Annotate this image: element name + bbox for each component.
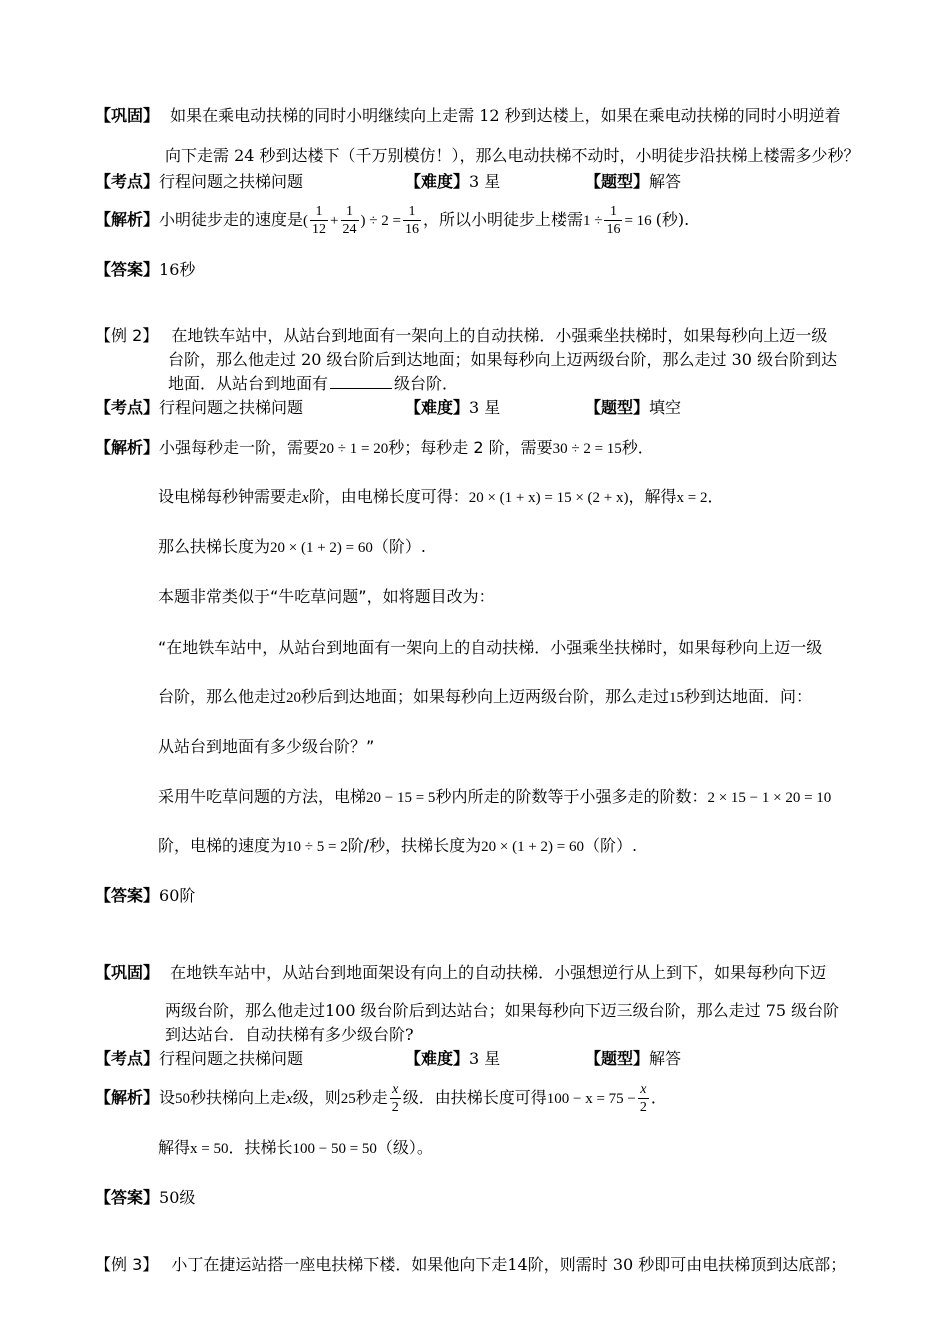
- analysis-text: 秒内所走的阶数等于小强多走的阶数：: [435, 787, 708, 806]
- math-expr: 2 × 15 − 1 × 20 = 10: [707, 790, 832, 806]
- fraction-numerator: x: [638, 1081, 649, 1099]
- math-expr: 100 − 50 = 50: [292, 1141, 377, 1157]
- math-expr: 20 − 15 = 5: [366, 790, 436, 806]
- tag-daan: 【答案】: [95, 886, 160, 905]
- problem-text-line2: 两级台阶，那么他走过100 级台阶后到达站台；如果每秒向下迈三级台阶，那么走过 75 级台阶: [165, 1001, 840, 1020]
- problem-text: 地面．从站台到地面有: [168, 374, 329, 393]
- fill-blank: [330, 374, 392, 389]
- analysis-text: （阶）.: [584, 836, 638, 855]
- answer-value: 50级: [159, 1188, 196, 1207]
- tixing-value: 解答: [649, 172, 682, 191]
- math-op: +: [330, 213, 339, 229]
- analysis-gonggu-2: [95, 1081, 667, 1116]
- fraction: [604, 203, 622, 238]
- math-expr: 20 × (1 + 2) = 60: [270, 540, 373, 556]
- analysis-text: 秒；每秒走 2 阶，需要: [388, 438, 553, 457]
- fraction-numerator: 1: [604, 203, 622, 221]
- tag-tixing: 【题型】: [585, 1049, 650, 1068]
- tag-jiexi: 【解析】: [95, 438, 160, 457]
- problem-text-line3: 到达站台．自动扶梯有多少级台阶?: [165, 1025, 414, 1044]
- math-expr: 20 × (1 + 2) = 60: [481, 839, 584, 855]
- tag-gonggu: 【巩固】: [95, 963, 160, 982]
- problem-text-line3: [168, 373, 458, 395]
- analysis-text: 小强每秒走一阶，需要: [159, 438, 320, 457]
- analysis-paragraph: 从站台到地面有多少级台阶？”: [158, 737, 375, 756]
- fraction-denominator: 2: [391, 1100, 399, 1115]
- tag-jiexi: 【解析】: [95, 1088, 160, 1107]
- problem-text: 在地铁车站中，从站台到地面架设有向上的自动扶梯．小强想逆行从上到下，如果每秒向下迈: [170, 963, 827, 982]
- problem-text: 如果在乘电动扶梯的同时小明继续向上走需 12 秒到达楼上，如果在乘电动扶梯的同时小明逆着: [170, 106, 841, 125]
- math-expr: 50: [175, 1091, 191, 1107]
- tixing-value: 填空: [649, 398, 682, 417]
- analysis-text: 小明徒步走的速度是: [159, 210, 304, 229]
- math-expr: 30 ÷ 2 = 15: [552, 441, 622, 457]
- fraction-numerator: 1: [403, 203, 421, 221]
- math-expr: 20: [286, 690, 302, 706]
- tag-nandu: 【难度】: [405, 398, 470, 417]
- math-var: x: [286, 1091, 293, 1107]
- analysis-text: ，所以小明徒步上楼需: [422, 210, 583, 229]
- analysis-paragraph: 本题非常类似于“牛吃草问题”，如将题目改为：: [158, 587, 495, 606]
- analysis-paragraph: “在地铁车站中，从站台到地面有一架向上的自动扶梯．小强乘坐扶梯时，如果每秒向上迈一级: [158, 638, 823, 657]
- fraction-denominator: 12: [312, 222, 327, 237]
- analysis-text: （级）。: [376, 1138, 433, 1157]
- math-expr: 15: [669, 690, 685, 706]
- tag-kaodian: 【考点】: [95, 1049, 160, 1068]
- math-expr: = 16: [624, 213, 652, 229]
- nandu-value: 3 星: [469, 172, 501, 191]
- analysis-text: 级．由扶梯长度可得: [402, 1088, 547, 1107]
- fraction-denominator: 16: [404, 222, 419, 237]
- problem-text-line2: 向下走需 24 秒到达楼下（千万别模仿！），那么电动扶梯不动时，小明徒步沿扶梯上楼需多少秒？: [165, 146, 860, 165]
- tag-daan: 【答案】: [95, 1188, 160, 1207]
- math-expr: ) ÷ 2 =: [360, 213, 401, 229]
- meta-row: [95, 171, 303, 193]
- analysis-text: 级，则: [292, 1088, 341, 1107]
- tag-nandu: 【难度】: [405, 1049, 470, 1068]
- analysis-paragraph: [158, 835, 637, 858]
- meta-nandu: [405, 397, 500, 419]
- fraction-numerator: x: [390, 1081, 401, 1099]
- fraction-denominator: 2: [639, 1100, 647, 1115]
- math-expr: 100 − x = 75 −: [546, 1091, 636, 1107]
- kaodian-value: 行程问题之扶梯问题: [159, 398, 304, 417]
- analysis-text: 设电梯每秒钟需要走: [158, 487, 303, 506]
- analysis-text: 阶，由电梯长度可得：: [308, 487, 469, 506]
- problem-text-line2: 台阶，那么他走过 20 级台阶后到达地面；如果每秒向上迈两级台阶，那么走过 30 级台阶到达: [168, 350, 838, 369]
- analysis-gonggu-1: [95, 203, 689, 238]
- meta-nandu: [405, 1048, 500, 1070]
- fraction-numerator: 1: [341, 203, 359, 221]
- tag-jiexi: 【解析】: [95, 210, 160, 229]
- analysis-paragraph: [158, 1137, 433, 1160]
- tag-li: 【例 3】: [95, 1255, 159, 1274]
- problem-gonggu-2: [95, 962, 826, 984]
- problem-text: 在地铁车站中，从站台到地面有一架向上的自动扶梯．小强乘坐扶梯时，如果每秒向上迈一级: [171, 326, 828, 345]
- math-expr: x = 50: [190, 1141, 229, 1157]
- fraction-numerator: 1: [310, 203, 328, 221]
- analysis-text: ，解得: [628, 487, 677, 506]
- nandu-value: 3 星: [469, 1049, 501, 1068]
- answer-value: 60阶: [159, 886, 196, 905]
- fraction: [310, 203, 328, 238]
- meta-tixing: [585, 397, 681, 419]
- answer-li-2: [95, 885, 195, 907]
- math-expr: 10 ÷ 5 = 2: [286, 839, 348, 855]
- math-expr: 25: [340, 1091, 356, 1107]
- fraction-denominator: 24: [342, 222, 357, 237]
- problem-text: 级台阶．: [394, 374, 459, 393]
- analysis-text: 那么扶梯长度为: [158, 537, 271, 556]
- meta-tixing: [585, 171, 681, 193]
- analysis-text: 秒扶梯向上走: [190, 1088, 287, 1107]
- analysis-paragraph: [158, 486, 723, 509]
- analysis-text: 秒走: [355, 1088, 388, 1107]
- problem-li-2: [95, 325, 827, 347]
- analysis-text: 阶/秒，扶梯长度为: [347, 836, 482, 855]
- meta-nandu: [405, 171, 500, 193]
- math-expr: 20 × (1 + x) = 15 × (2 + x): [468, 490, 629, 506]
- fraction-denominator: 16: [606, 222, 621, 237]
- fraction: [638, 1081, 649, 1116]
- nandu-value: 3 星: [469, 398, 501, 417]
- math-paren: (: [303, 213, 309, 229]
- analysis-text: ．: [650, 1088, 667, 1107]
- analysis-paragraph: [158, 786, 831, 809]
- analysis-text: 秒．: [621, 438, 654, 457]
- analysis-text: （阶）.: [372, 537, 426, 556]
- meta-row: [95, 397, 303, 419]
- fraction: [390, 1081, 401, 1116]
- analysis-text: 采用牛吃草问题的方法，电梯: [158, 787, 367, 806]
- problem-gonggu-1: [95, 105, 841, 127]
- analysis-text: 秒后到达地面；如果每秒向上迈两级台阶，那么走过: [301, 687, 670, 706]
- analysis-paragraph: [158, 686, 812, 709]
- unit-text: (秒).: [655, 210, 690, 229]
- tag-tixing: 【题型】: [585, 398, 650, 417]
- problem-li-3: [95, 1254, 846, 1276]
- meta-row: [95, 1048, 303, 1070]
- kaodian-value: 行程问题之扶梯问题: [159, 172, 304, 191]
- analysis-text: 解得: [158, 1138, 191, 1157]
- tag-kaodian: 【考点】: [95, 398, 160, 417]
- analysis-text: 台阶，那么他走过: [158, 687, 287, 706]
- analysis-text: ．扶梯长: [228, 1138, 293, 1157]
- kaodian-value: 行程问题之扶梯问题: [159, 1049, 304, 1068]
- tag-nandu: 【难度】: [405, 172, 470, 191]
- tag-li: 【例 2】: [95, 326, 159, 345]
- answer-gonggu-1: [95, 259, 195, 281]
- analysis-paragraph: [158, 536, 426, 559]
- answer-value: 16秒: [159, 260, 196, 279]
- tag-tixing: 【题型】: [585, 172, 650, 191]
- fraction: [341, 203, 359, 238]
- fraction: [403, 203, 421, 238]
- tag-kaodian: 【考点】: [95, 172, 160, 191]
- analysis-li-2: [95, 437, 654, 460]
- math-var: x: [302, 490, 309, 506]
- tag-gonggu: 【巩固】: [95, 106, 160, 125]
- math-expr: x = 2: [676, 490, 708, 506]
- math-expr: 1 ÷: [582, 213, 603, 229]
- analysis-text: 设: [159, 1088, 176, 1107]
- tag-daan: 【答案】: [95, 260, 160, 279]
- analysis-text: 秒到达地面．问：: [684, 687, 813, 706]
- analysis-text: 阶，电梯的速度为: [158, 836, 287, 855]
- problem-text: 小丁在捷运站搭一座电扶梯下楼．如果他向下走14阶，则需时 30 秒即可由电扶梯顶到达底部；: [171, 1255, 847, 1274]
- math-expr: 20 ÷ 1 = 20: [319, 441, 389, 457]
- tixing-value: 解答: [649, 1049, 682, 1068]
- meta-tixing: [585, 1048, 681, 1070]
- answer-gonggu-2: [95, 1187, 195, 1209]
- analysis-text: ．: [707, 487, 724, 506]
